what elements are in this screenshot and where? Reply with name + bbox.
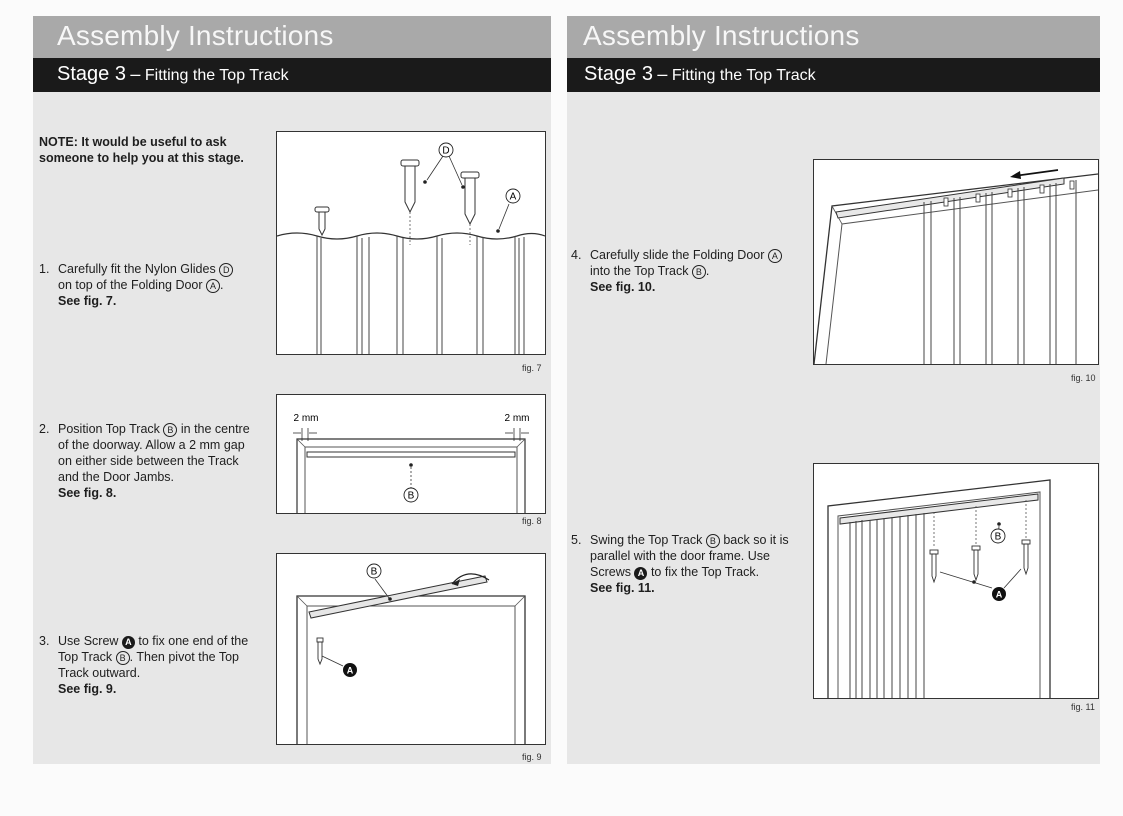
fig10-drawing xyxy=(814,160,1098,364)
page-title: Assembly Instructions xyxy=(57,20,334,51)
step-number: 4. xyxy=(571,248,582,262)
right-page xyxy=(567,16,1100,764)
see-figure: See fig. 10. xyxy=(590,280,656,294)
step-text: Carefully slide the Folding Door xyxy=(590,248,765,262)
step-text: back so it is parallel with the door frame. Use Screws xyxy=(590,533,789,579)
fig7-drawing xyxy=(277,132,545,354)
callout-d-label: D xyxy=(442,145,450,157)
note xyxy=(39,134,247,166)
figure-11 xyxy=(813,463,1099,699)
step-number: 5. xyxy=(571,533,582,547)
callout-a-label: A xyxy=(346,665,354,676)
stage-subtitle: Fitting the Top Track xyxy=(144,67,289,84)
step-text: . Then pivot the Top Track outward. xyxy=(58,650,240,680)
callout-b: B xyxy=(163,423,177,437)
stage-number: Stage 3 xyxy=(57,63,126,85)
step-1 xyxy=(39,261,249,309)
callout-d: D xyxy=(219,263,233,277)
callout-b: B xyxy=(692,265,706,279)
step-3 xyxy=(39,633,251,697)
note-text: It would be useful to ask someone to help you at this stage. xyxy=(39,135,244,165)
figure-caption: fig. 7 xyxy=(522,363,542,373)
step-text: in the centre of the doorway. Allow a 2 mm gap on either side between the Track and the Door Jambs. xyxy=(58,422,250,484)
step-5 xyxy=(571,532,791,596)
figure-8 xyxy=(276,394,546,514)
figure-caption: fig. 9 xyxy=(522,752,542,762)
figure-9 xyxy=(276,553,546,745)
callout-a: A xyxy=(122,636,135,649)
step-text: into the Top Track xyxy=(590,264,689,278)
step-text: Use Screw xyxy=(58,634,119,648)
step-text: Carefully fit the Nylon Glides xyxy=(58,262,216,276)
fig9-drawing xyxy=(277,554,545,744)
stage-header xyxy=(567,58,1100,92)
see-figure: See fig. 9. xyxy=(58,682,117,696)
page-title: Assembly Instructions xyxy=(583,20,860,51)
step-number: 2. xyxy=(39,422,50,436)
step-number: 3. xyxy=(39,634,50,648)
see-figure: See fig. 11. xyxy=(590,581,655,595)
title-band xyxy=(567,16,1100,58)
figure-caption: fig. 11 xyxy=(1071,702,1095,712)
gap-label-left: 2 mm xyxy=(293,413,319,424)
step-text: . xyxy=(220,278,224,292)
step-text: to fix one end of the Top Track xyxy=(58,634,249,664)
see-figure: See fig. 7. xyxy=(58,294,117,308)
callout-a: A xyxy=(634,567,647,580)
step-4 xyxy=(571,247,791,295)
left-page xyxy=(33,16,551,764)
step-text: to fix the Top Track. xyxy=(650,565,760,579)
title-band xyxy=(33,16,551,58)
figure-caption: fig. 10 xyxy=(1071,373,1096,383)
callout-a: A xyxy=(768,249,782,263)
note-label: NOTE: xyxy=(39,135,78,149)
callout-a-label: A xyxy=(509,191,517,203)
figure-10 xyxy=(813,159,1099,365)
callout-b-label: B xyxy=(370,566,378,578)
stage-number: Stage 3 xyxy=(584,63,653,85)
fig11-drawing xyxy=(814,464,1098,698)
step-text: on top of the Folding Door xyxy=(58,278,203,292)
stage-header xyxy=(33,58,551,92)
figure-7 xyxy=(276,131,546,355)
callout-b: B xyxy=(116,651,130,665)
see-figure: See fig. 8. xyxy=(58,486,117,500)
step-text: Position Top Track xyxy=(58,422,160,436)
stage-dash: – xyxy=(657,64,668,84)
step-number: 1. xyxy=(39,262,50,276)
text-column-shade xyxy=(567,92,793,764)
callout-a: A xyxy=(206,279,220,293)
stage-subtitle: Fitting the Top Track xyxy=(671,67,816,84)
fig8-drawing xyxy=(277,395,545,513)
gap-label-right: 2 mm xyxy=(504,413,530,424)
step-text: Swing the Top Track xyxy=(590,533,703,547)
callout-a-label: A xyxy=(995,589,1003,600)
callout-b-label: B xyxy=(407,490,415,502)
callout-b: B xyxy=(706,534,720,548)
step-2 xyxy=(39,421,251,501)
figure-caption: fig. 8 xyxy=(522,516,542,526)
stage-dash: – xyxy=(130,64,141,84)
callout-b-label: B xyxy=(994,531,1002,543)
step-text: . xyxy=(705,264,710,278)
